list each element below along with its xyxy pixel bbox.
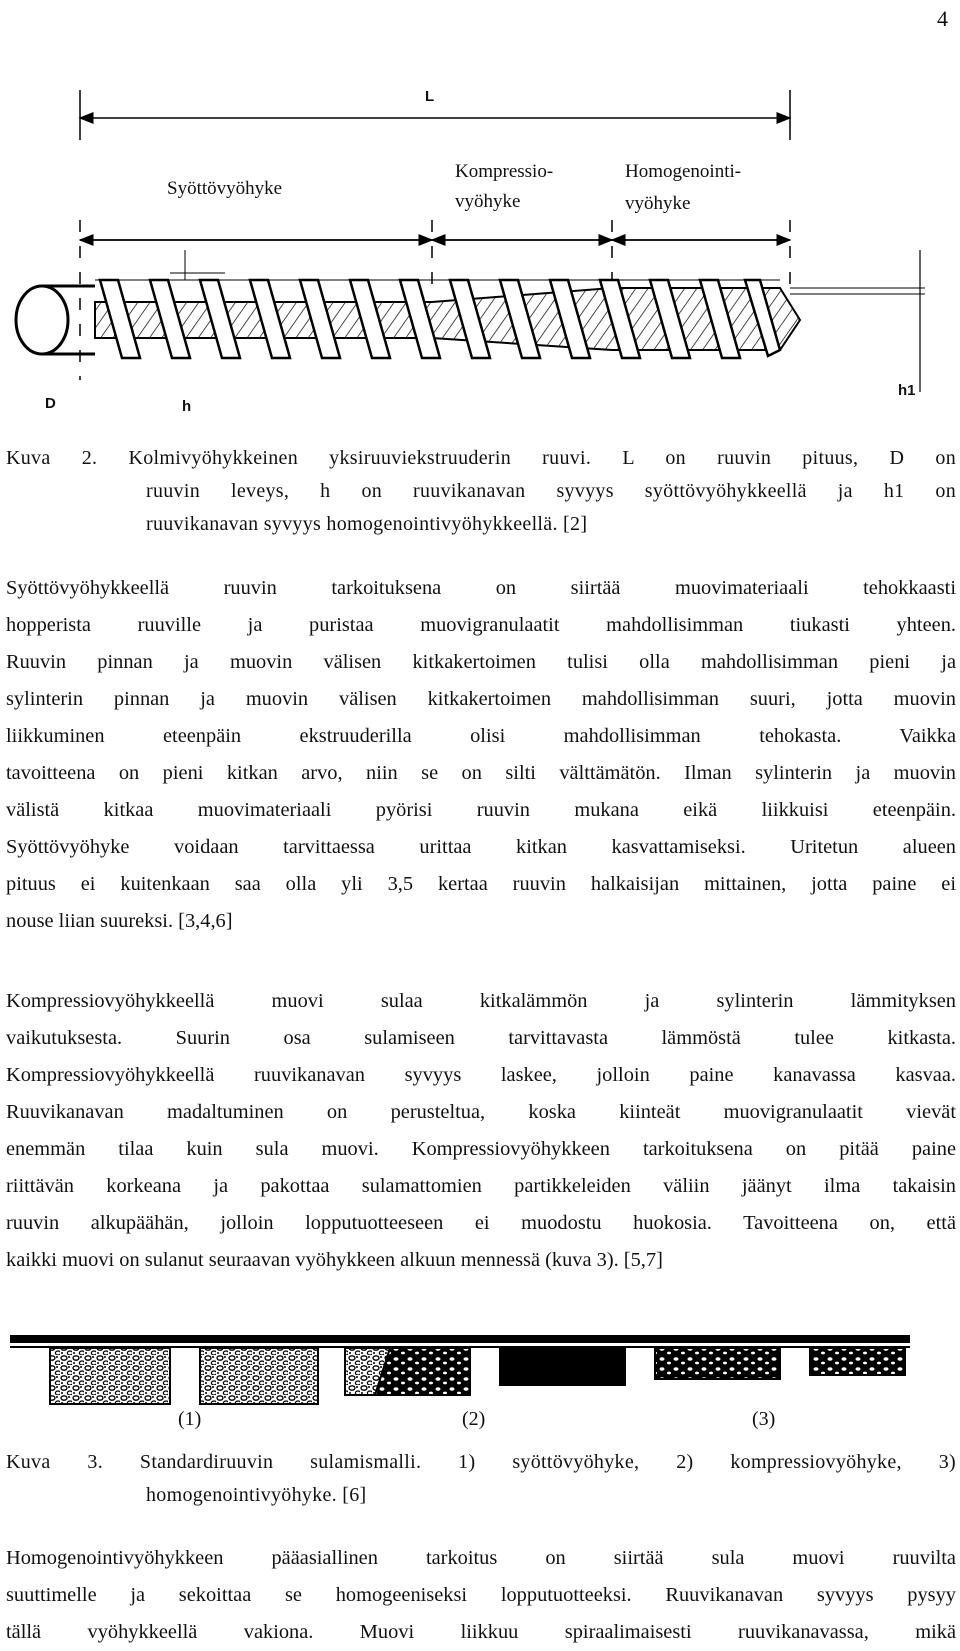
text-line: pituus ei kuitenkaan saa olla yli 3,5 kertaa ruuvin halkaisijan mittainen, jotta paine ei: [6, 873, 956, 895]
melting-model-diagram: [0, 1335, 960, 1405]
paragraph-homogenization-zone: [6, 1540, 956, 1651]
caption-line: homogenointivyöhyke. [6]: [146, 1484, 367, 1506]
text-line: ruuvin alkupäähän, jolloin lopputuotteeseen ei muodostu huokosia. Tavoitteena on, että: [6, 1212, 956, 1234]
zone-label-feed: Syöttövyöhyke: [167, 178, 283, 199]
figure3-label-2: (2): [462, 1408, 486, 1430]
figure3-caption: [6, 1446, 956, 1512]
length-label: L: [425, 88, 435, 105]
text-line: Kompressiovyöhykkeellä ruuvikanavan syvyys laskee, jolloin paine kanavassa kasvaa.: [6, 1064, 956, 1086]
text-line: Syöttövyöhyke voidaan tarvittaessa urittaa kitkan kasvattamiseksi. Uritetun alueen: [6, 836, 956, 858]
text-line: Kompressiovyöhykkeellä muovi sulaa kitkalämmön ja sylinterin lämmityksen: [6, 990, 956, 1012]
page-number: 4: [937, 6, 948, 31]
paragraph-compression-zone: [6, 983, 956, 1279]
caption-line: ruuvin leveys, h on ruuvikanavan syvyys syöttövyöhykkeellä ja h1 on: [146, 480, 956, 502]
screw-shaft-end: [16, 286, 68, 354]
text-line: liikkuminen eteenpäin ekstruuderilla olisi mahdollisimman tehokasta. Vaikka: [6, 725, 956, 747]
zone-label-compression-2: vyöhyke: [455, 191, 521, 212]
zone-label-compression-1: Kompressio-: [455, 161, 554, 182]
text-line: tällä vyöhykkeellä vakiona. Muovi liikkuu spiraalimaisesti ruuvikanavassa, mikä: [6, 1621, 956, 1643]
zone-label-homogenization-2: vyöhyke: [625, 193, 691, 214]
text-line: sylinterin pinnan ja muovin välisen kitkakertoimen mahdollisimman suuri, jotta muovin: [6, 688, 956, 710]
text-line: Ruuvikanavan madaltuminen on perusteltua, koska kiinteät muovigranulaatit vievät: [6, 1101, 956, 1123]
figure3-label-3: (3): [752, 1408, 776, 1430]
figure2-caption: [6, 442, 956, 541]
depth2-label: h1: [898, 382, 916, 399]
zone-label-homogenization-1: Homogenointi-: [625, 161, 742, 182]
caption-line: ruuvikanavan syvyys homogenointivyöhykkeellä. [2]: [146, 513, 588, 535]
text-line: Homogenointivyöhykkeen pääasiallinen tarkoitus on siirtää sula muovi ruuvilta: [6, 1547, 956, 1569]
text-line: kaikki muovi on sulanut seuraavan vyöhykkeen alkuun mennessä (kuva 3). [5,7]: [6, 1249, 663, 1271]
text-line: suuttimelle ja sekoittaa se homogeeniseksi lopputuotteeksi. Ruuvikanavan syvyys pysyy: [6, 1584, 956, 1606]
text-line: vaikutuksesta. Suurin osa sulamiseen tarvittavasta lämmöstä tulee kitkasta.: [6, 1027, 956, 1049]
barrel-wall: [10, 1335, 910, 1343]
text-line: hopperista ruuville ja puristaa muovigranulaatit mahdollisimman tiukasti yhteen.: [6, 614, 956, 636]
text-line: Ruuvin pinnan ja muovin välisen kitkakertoimen tulisi olla mahdollisimman pieni ja: [6, 651, 956, 673]
text-line: enemmän tilaa kuin sula muovi. Kompressiovyöhykkeen tarkoituksena on pitää paine: [6, 1138, 956, 1160]
diameter-label: D: [45, 395, 56, 412]
screw-channels: [50, 1348, 905, 1404]
text-line: välistä kitkaa muovimateriaali pyörisi ruuvin mukana eikä liikkuisi eteenpäin.: [6, 799, 956, 821]
caption-line: Kuva 2. Kolmivyöhykkeinen yksiruuviekstruuderin ruuvi. L on ruuvin pituus, D on: [6, 447, 956, 469]
paragraph-feed-zone: [6, 570, 956, 940]
text-line: tavoitteena on pieni kitkan arvo, niin se on silti välttämätön. Ilman sylinterin ja muovin: [6, 762, 956, 784]
screw-core: [95, 288, 800, 350]
depth-label: h: [182, 398, 192, 415]
text-line: riittävän korkeana ja pakottaa sulamattomien partikkeleiden väliin jäänyt ilma takaisin: [6, 1175, 956, 1197]
text-line: Syöttövyöhykkeellä ruuvin tarkoituksena on siirtää muovimateriaali tehokkaasti: [6, 577, 956, 599]
text-line: nouse liian suureksi. [3,4,6]: [6, 910, 233, 932]
caption-line: Kuva 3. Standardiruuvin sulamismalli. 1) syöttövyöhyke, 2) kompressiovyöhyke, 3): [6, 1451, 956, 1473]
screw-diagram: [0, 80, 960, 440]
figure3-label-1: (1): [178, 1408, 202, 1430]
